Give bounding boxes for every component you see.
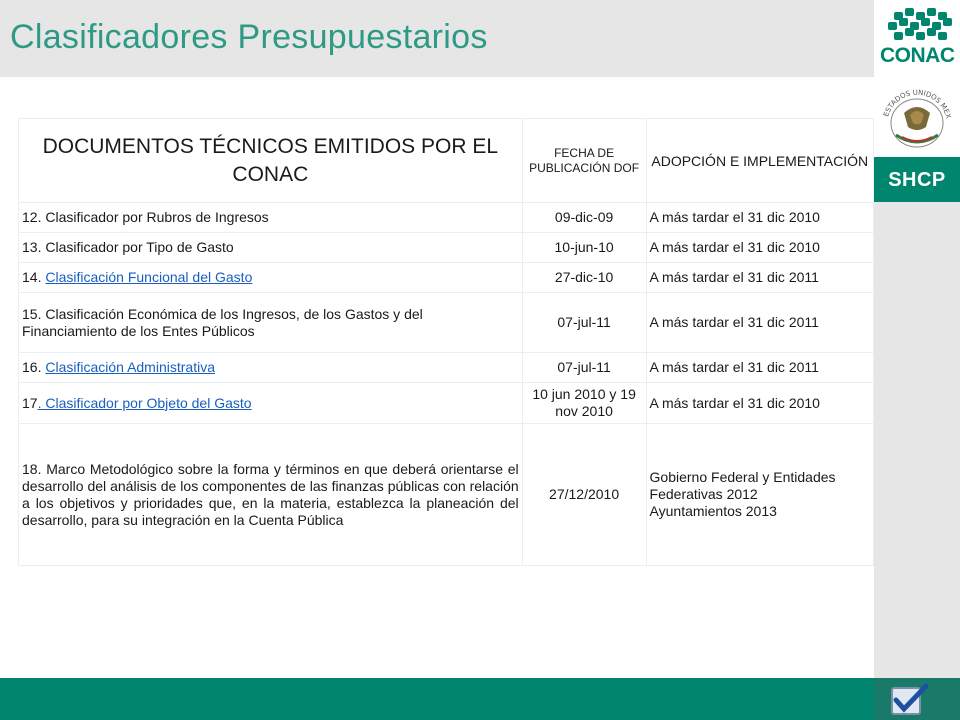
- date-cell: 27/12/2010: [522, 424, 646, 566]
- table-row: [19, 424, 874, 566]
- date-cell: 09-dic-09: [522, 203, 646, 233]
- adoption-cell: A más tardar el 31 dic 2010: [646, 383, 873, 424]
- page-title: Clasificadores Presupuestarios: [10, 18, 488, 56]
- checkbox-icon: [886, 682, 944, 718]
- footer-bar: [0, 678, 874, 720]
- adoption-cell: [646, 424, 873, 566]
- adoption-cell: A más tardar el 31 dic 2010: [646, 233, 873, 263]
- table-row: [19, 383, 874, 424]
- conac-logo: [874, 0, 960, 77]
- document-prefix: 14.: [22, 269, 46, 285]
- document-cell: [19, 233, 523, 263]
- mexico-seal: [874, 77, 960, 157]
- document-link-objeto-gasto[interactable]: . Clasificador por Objeto del Gasto: [37, 394, 252, 411]
- document-text: 12. Clasificador por Rubros de Ingresos: [22, 209, 269, 225]
- header-adoption: ADOPCIÓN E IMPLEMENTACIÓN: [646, 119, 873, 203]
- date-cell: 10-jun-10: [522, 233, 646, 263]
- shcp-label: SHCP: [888, 169, 946, 191]
- shcp-logo: [874, 157, 960, 202]
- header-document: DOCUMENTOS TÉCNICOS EMITIDOS POR EL CONAC: [19, 119, 523, 203]
- document-cell: [19, 263, 523, 293]
- document-prefix: 16.: [22, 359, 46, 375]
- adoption-cell: A más tardar el 31 dic 2011: [646, 263, 873, 293]
- table-row: [19, 263, 874, 293]
- adoption-line: Ayuntamientos 2013: [649, 503, 777, 519]
- adoption-cell: A más tardar el 31 dic 2011: [646, 353, 873, 383]
- adoption-line: Gobierno Federal y Entidades Federativas 2012: [649, 469, 836, 502]
- date-cell: 27-dic-10: [522, 263, 646, 293]
- table-row: [19, 353, 874, 383]
- document-text: 13. Clasificador por Tipo de Gasto: [22, 239, 234, 255]
- document-cell: [19, 353, 523, 383]
- document-link-funcional[interactable]: Clasificación Funcional del Gasto: [45, 269, 253, 285]
- seal-text: ESTADOS UNIDOS MEX: [882, 88, 953, 120]
- document-cell: [19, 203, 523, 233]
- table-row: [19, 293, 874, 353]
- table-header-row: [19, 119, 874, 203]
- table-row: [19, 233, 874, 263]
- header-bar: [0, 0, 874, 77]
- document-prefix: 17: [22, 394, 38, 411]
- documents-table: [18, 118, 874, 566]
- document-text: 15. Clasificación Económica de los Ingresos, de los Gastos y del Financiamiento de los Entes Públicos: [22, 305, 423, 339]
- right-gray-strip: [874, 202, 960, 678]
- document-link-administrativa[interactable]: Clasificación Administrativa: [45, 359, 215, 375]
- date-cell: 07-jul-11: [522, 353, 646, 383]
- header-date: FECHA DE PUBLICACIÓN DOF: [522, 119, 646, 203]
- adoption-cell: A más tardar el 31 dic 2011: [646, 293, 873, 353]
- corner-box: [874, 678, 960, 720]
- logo-panel: [874, 0, 960, 720]
- conac-wordmark: CONAC: [880, 44, 955, 67]
- eagle-seal-icon: [874, 77, 960, 157]
- document-text: 18. Marco Metodológico sobre la forma y términos en que deberá orientarse el desarrollo del análisis de los componentes de las finanzas públicas con relación a los objetivos y prioridades que, en la materia, establezca la planeación del desarrollo, para su integración en la Cuenta Pública: [22, 460, 519, 528]
- table-row: [19, 203, 874, 233]
- document-cell: [19, 424, 523, 566]
- date-cell: 10 jun 2010 y 19 nov 2010: [522, 383, 646, 424]
- document-cell: [19, 293, 523, 353]
- date-cell: 07-jul-11: [522, 293, 646, 353]
- document-cell: [19, 383, 523, 424]
- adoption-cell: A más tardar el 31 dic 2010: [646, 203, 873, 233]
